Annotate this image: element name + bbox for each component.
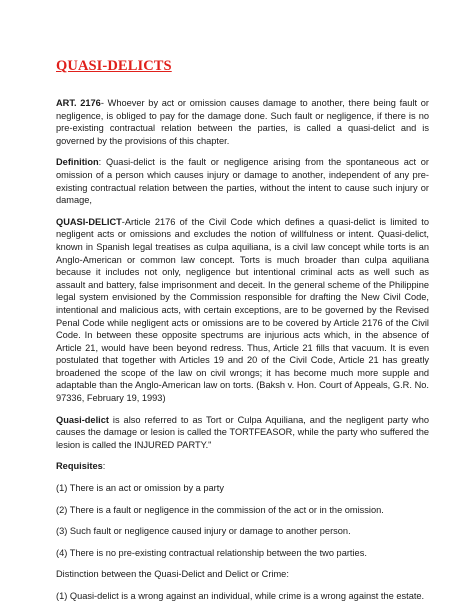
art-2176-label: ART. 2176 [56,98,101,108]
alias-text: is also referred to as Tort or Culpa Aquiliana, and the negligent party who causes the damage or lesion is called the TORTFEASOR, while the party who suffered the lesion is called the INJURED PARTY." [56,414,429,450]
requisites-heading [56,460,429,473]
requisites-heading-label: Requisites [56,461,103,472]
requisite-item: (4) There is no pre-existing contractual relationship between the two parties. [56,547,367,558]
alias-label: Quasi-delict [56,414,109,425]
requisites-heading-colon: : [102,461,106,472]
requisite-item: (1) There is an act or omission by a party [56,483,224,494]
art-2176-text: - Whoever by act or omission causes damage to another, there being fault or negligence, is obliged to pay for the damage done. Such fault or negligence, if there is no pre-existing contractual relation between the parties, is called a quasi-delict and is governed by the provisions of this chapter. [56,98,429,146]
definition-paragraph [56,156,429,206]
definition-text: : Quasi-delict is the fault or negligence arising from the spontaneous act or omission of a person which causes injury or damage to another, independent of any pre-existing contractual relation between the parties, without the intent to cause such injury or damage, [56,157,429,206]
distinction-heading: Distinction between the Quasi-Delict and Delict or Crime: [56,569,289,580]
alias-paragraph [56,414,429,452]
quasi-delict-label: QUASI-DELICT [56,216,122,227]
quasi-delict-text: -Article 2176 of the Civil Code which defines a quasi-delict is limited to negligent acts or omissions and excludes the notion of willfulness or intent. Quasi-delict, known in Spanish legal treatises as culpa aquiliana, is a civil law concept while torts is an Anglo-American or common law concept. Torts is much broader than culpa aquiliana because it includes not only, negligence but intentional criminal acts as well such as assault and battery, false imprisonment and deceit. In the general scheme of the Philippine legal system envisioned by the Commission responsible for drafting the New Civil Code, intentional and malicious acts, with certain exceptions, are to be governed by the Revised Penal Code while negligent acts or omissions are to be covered by Article 2176 of the Civil Code. In between these opposite spectrums are injurious acts which, in the absence of Article 21, would have been beyond redress. Thus, Article 21 fills that vacuum. It is even postulated that together with Articles 19 and 20 of the Civil Code, Article 21 has greatly broadened the scope of the law on civil wrongs; it has become much more supple and adaptable than the Anglo-American law on torts. (Baksh v. Hon. Court of Appeals, G.R. No. 97336, February 19, 1993) [56,216,429,404]
requisite-item: (2) There is a fault or negligence in the commission of the act or in the omission. [56,504,384,515]
quasi-delict-paragraph [56,216,429,405]
document-title: QUASI-DELICTS [56,58,172,74]
requisite-item: (3) Such fault or negligence caused injury or damage to another person. [56,526,351,537]
distinction-item: (1) Quasi-delict is a wrong against an individual, while crime is a wrong against the estate. [56,591,425,601]
definition-label: Definition [56,157,99,168]
art-2176-paragraph [56,97,429,147]
